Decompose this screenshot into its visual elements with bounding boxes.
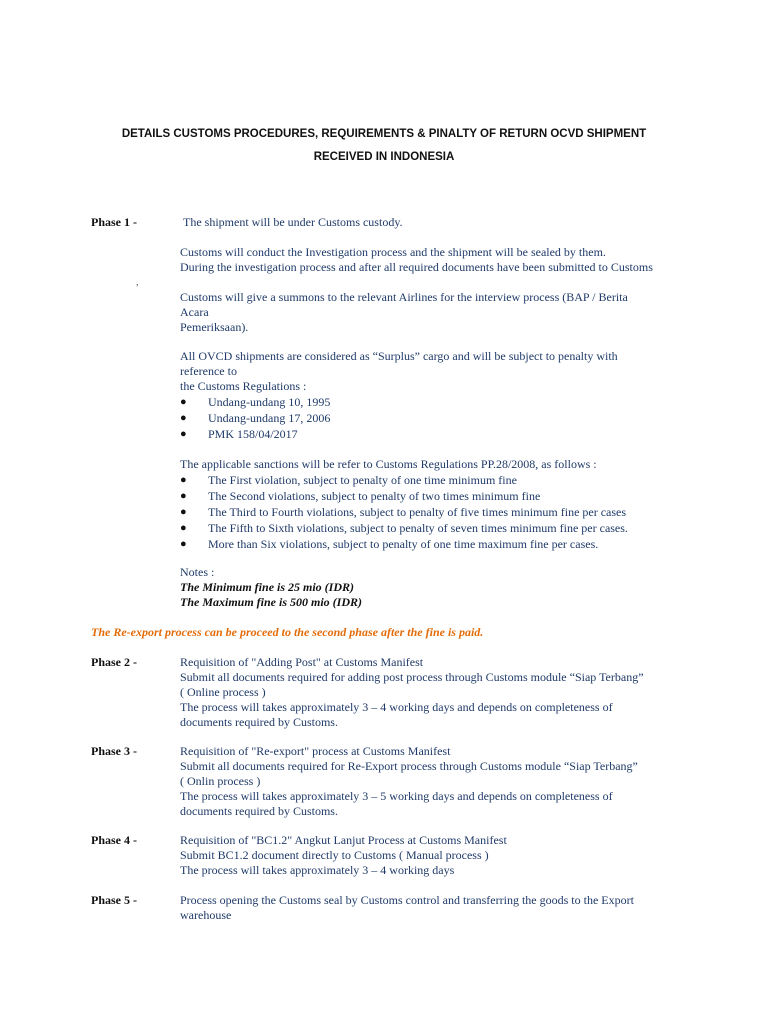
phase-3-line: Requisition of "Re-export" process at Customs Manifest	[180, 744, 451, 758]
bullet-icon: ●	[180, 506, 187, 518]
phase-4-line: Requisition of "BC1.2" Angkut Lanjut Process at Customs Manifest	[180, 833, 507, 847]
bullet-icon: ●	[180, 522, 187, 534]
phase-4-label: Phase 4 -	[91, 833, 137, 847]
bullet-icon: ●	[180, 396, 187, 408]
phase-5-line: warehouse	[180, 908, 232, 922]
bullet-icon: ●	[180, 474, 187, 486]
phase-3-line: Submit all documents required for Re-Export process through Customs module “Siap Terbang”	[180, 759, 638, 773]
phase-2-label: Phase 2 -	[91, 655, 137, 669]
phase-2-line: Requisition of "Adding Post" at Customs Manifest	[180, 655, 424, 669]
phase-5-line: Process opening the Customs seal by Customs control and transferring the goods to the Export	[180, 893, 634, 907]
phase-1-summons-line-2: Acara	[180, 305, 209, 319]
reexport-note: The Re-export process can be proceed to the second phase after the fine is paid.	[91, 625, 484, 639]
phase-2-line: The process will takes approximately 3 – 4 working days and depends on completeness of	[180, 700, 613, 714]
document-page: DETAILS CUSTOMS PROCEDURES, REQUIREMENTS & PINALTY OF RETURN OCVD SHIPMENT RECEIVED IN INDONESIA Phase 1 - The shipment will be under Customs custody. Customs will conduct the Investigation process and the shipment will be sealed by them. During the investigation process and after all required documents have been submitted to Customs , Customs will give a summons to the relevant Airlines for the interview process (BAP / Berita Acara Pemeriksaan). All OVCD shipments are considered as “Surplus” cargo and will be subject to penalty with reference to the Customs Regulations : ● Undang-undang 10, 1995 ● Undang-undang 17, 2006 ● PMK 158/04/2017 The applicable sanctions will be refer to Customs Regulations PP.28/2008, as follows : ● The First violation, subject to penalty of one time minimum fine ● The Second violations, subject to penalty of two times minimum fine ● The Third to Fourth violations, subject to penalty of five times minimum fine per cases ● The Fifth to Sixth violations, subject to penalty of seven times minimum fine per cases. ● More than Six violations, subject to penalty of one time maximum fine per cases. Notes : The Minimum fine is 25 mio (IDR) The Maximum fine is 500 mio (IDR) The Re-export process can be proceed to the second phase after the fine is paid. Phase 2 - Requisition of "Adding Post" at Customs Manifest Submit all documents required for adding post process through Customs module “Siap Terbang” ( Online process ) The process will takes approximately 3 – 4 working days and depends on completeness of documents required by Customs. Phase 3 - Requisition of "Re-export" process at Customs Manifest Submit all documents required for Re-Export process through Customs module “Siap Terbang” ( Onlin process ) The process will takes approximately 3 – 5 working days and depends on completeness of documents required by Customs. Phase 4 - Requisition of "BC1.2" Angkut Lanjut Process at Customs Manifest Submit BC1.2 document directly to Customs ( Manual process ) The process will takes approximately 3 – 4 working days Phase 5 - Process opening the Customs seal by Customs control and transferring the goods to the Export warehouse	[0, 0, 768, 1024]
document-title-line-1: DETAILS CUSTOMS PROCEDURES, REQUIREMENTS & PINALTY OF RETURN OCVD SHIPMENT	[121, 128, 647, 140]
phase-3-line: The process will takes approximately 3 – 5 working days and depends on completeness of	[180, 789, 613, 803]
phase-1-custody-text: The shipment will be under Customs custody.	[183, 215, 403, 229]
phase-1-label: Phase 1 -	[91, 215, 137, 229]
phase-2-line: ( Online process )	[180, 685, 266, 699]
phase-1-investigation-line-2: During the investigation process and after all required documents have been submitted to Customs	[180, 260, 653, 274]
notes-label: Notes :	[180, 565, 215, 579]
minimum-fine-note: The Minimum fine is 25 mio (IDR)	[180, 580, 355, 594]
phase-1-investigation-line-1: Customs will conduct the Investigation process and the shipment will be sealed by them.	[180, 245, 606, 259]
phase-3-label: Phase 3 -	[91, 744, 137, 758]
phase-3-line: ( Onlin process )	[180, 774, 261, 788]
phase-5-label: Phase 5 -	[91, 893, 137, 907]
phase-4-line: Submit BC1.2 document directly to Customs ( Manual process )	[180, 848, 489, 862]
bullet-icon: ●	[180, 412, 187, 424]
phase-4-line: The process will takes approximately 3 – 4 working days	[180, 863, 455, 877]
phase-1-summons-line-3: Pemeriksaan).	[180, 320, 249, 334]
phase-1-surplus-line-2: reference to	[180, 364, 237, 378]
phase-2-line: Submit all documents required for adding post process through Customs module “Siap Terbang”	[180, 670, 644, 684]
bullet-icon: ●	[180, 490, 187, 502]
document-title-line-2: RECEIVED IN INDONESIA	[313, 151, 455, 163]
sanctions-intro: The applicable sanctions will be refer to Customs Regulations PP.28/2008, as follows :	[180, 457, 597, 471]
bullet-icon: ●	[180, 538, 187, 550]
bullet-icon: ●	[180, 428, 187, 440]
phase-2-line: documents required by Customs.	[180, 715, 338, 729]
phase-1-summons-line-1: Customs will give a summons to the relevant Airlines for the interview process (BAP / Berita	[180, 290, 628, 304]
stray-mark: ,	[136, 277, 139, 288]
phase-1-surplus-line-3: the Customs Regulations :	[180, 379, 307, 393]
maximum-fine-note: The Maximum fine is 500 mio (IDR)	[180, 595, 363, 609]
phase-1-surplus-line-1: All OVCD shipments are considered as “Surplus” cargo and will be subject to penalty with	[180, 349, 618, 363]
phase-3-line: documents required by Customs.	[180, 804, 338, 818]
